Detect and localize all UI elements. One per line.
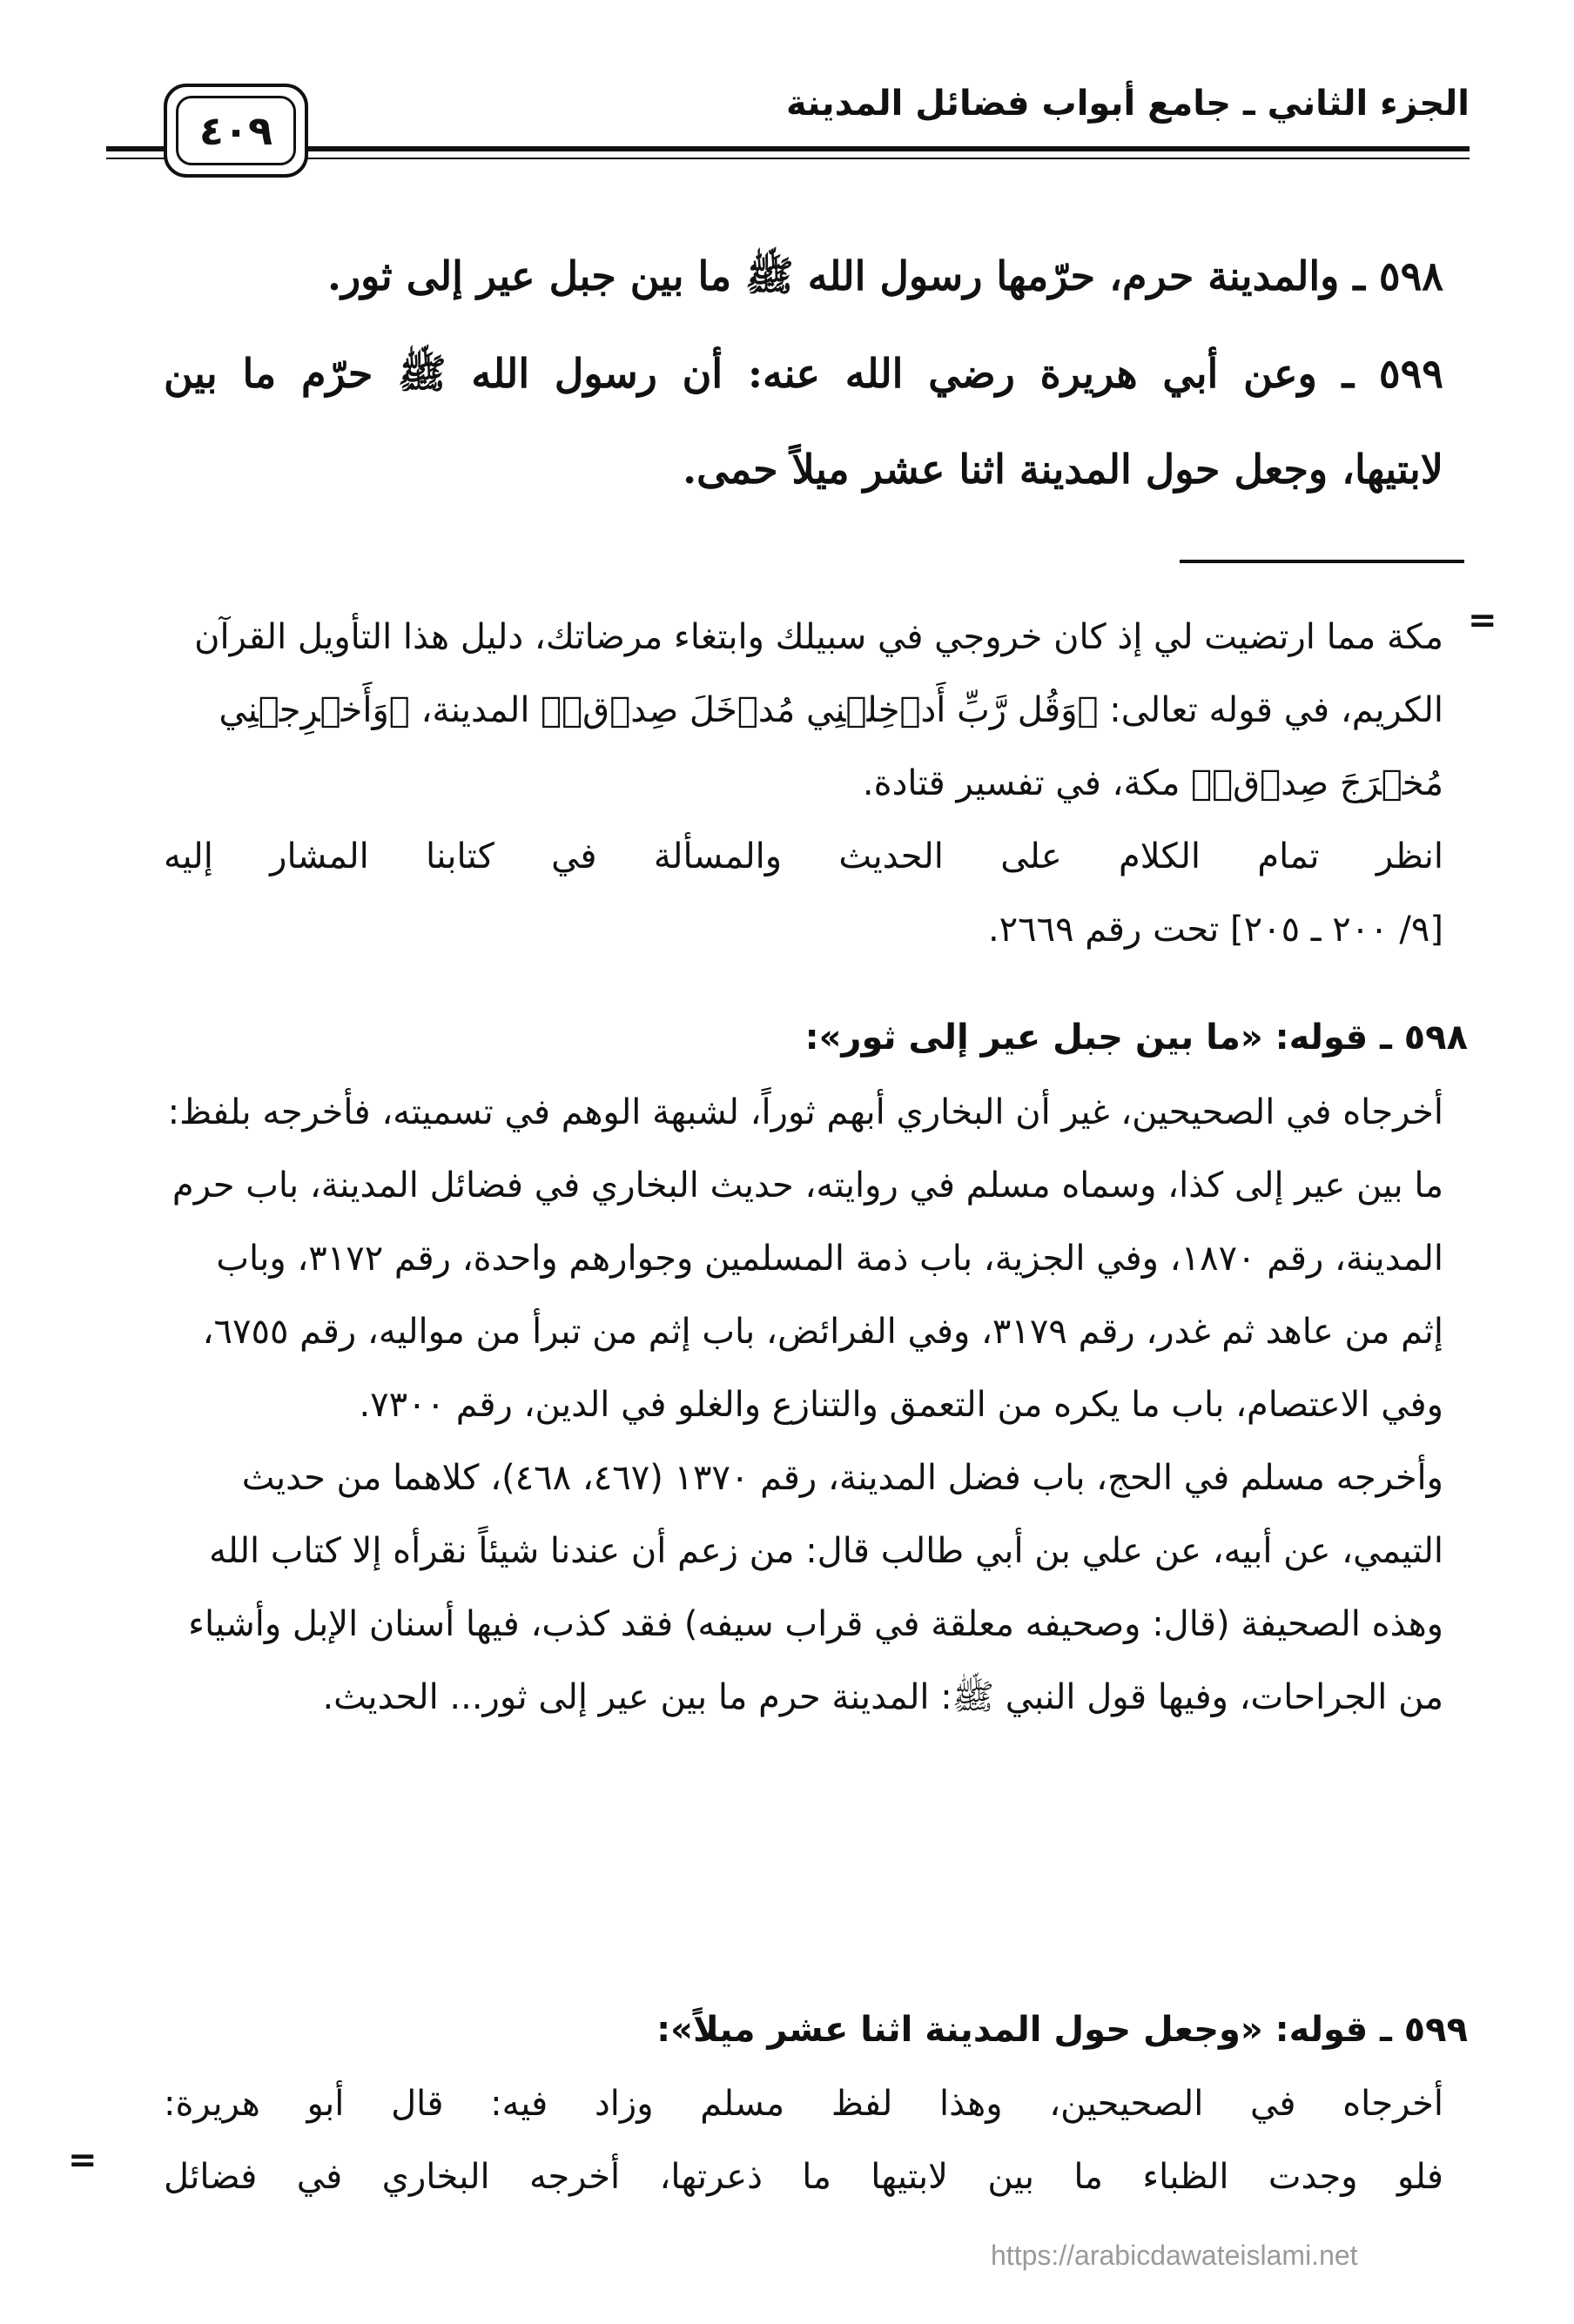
watermark-url: https://arabicdawateislami.net (991, 2240, 1358, 2271)
footnote-reference-line-2: [٩/ ٢٠٠ ـ ٢٠٥] تحت رقم ٢٦٦٩. (987, 910, 1443, 950)
header-rule-thin (106, 158, 1470, 159)
hadith-599 (164, 326, 1443, 517)
header-rule-thick (106, 146, 1470, 151)
hadith-599-line-2: لابتيها، وجعل حول المدينة اثنا عشر ميلاً حمى. (683, 446, 1443, 493)
hadith-598 (164, 228, 1443, 324)
note-599-line-2: فلو وجدت الظباء ما بين لابتيها ما ذعرتها، أخرجه البخاري في فضائل (164, 2157, 1443, 2197)
note-598-paragraph-2: وأخرجه مسلم في الحج، باب فضل المدينة، رقم ١٣٧٠ (٤٦٧، ٤٦٨)، كلاهما من حديث التيمي، عن أبيه، عن علي بن أبي طالب قال: من زعم أن عندنا شيئاً نقرأه إلا كتاب الله وهذه الصحيفة (قال: وصحيفه معلقة في قراب سيفه) فقد كذب، فيها أسنان الإبل وأشياء من الجراحات، وفيها قول النبي ﷺ: المدينة حرم ما بين عير إلى ثور... الحديث. (188, 1458, 1443, 1717)
note-599 (164, 2067, 1443, 2213)
note-598-heading: ٥٩٨ ـ قوله: «ما بين جبل عير إلى ثور»: (804, 1018, 1468, 1058)
note-598-paragraph-1: أخرجاه في الصحيحين، غير أن البخاري أبهم ثوراً، لشبهة الوهم في تسميته، فأخرجه بلفظ: ما بين عير إلى كذا، وسماه مسلم في روايته، حديث البخاري في فضائل المدينة، باب حرم المدينة، رقم ١٨٧٠، وفي الجزية، باب ذمة المسلمين وجوارهم واحدة، رقم ٣١٧٢، وباب إثم من عاهد ثم غدر، رقم ٣١٧٩، وفي الفرائض، باب إثم من تبرأ من مواليه، رقم ٦٧٥٥، وفي الاعتصام، باب ما يكره من التعمق والتنازع والغلو في الدين، رقم ٧٣٠٠. (167, 1092, 1443, 1425)
continuation-mark-bottom: = (68, 2140, 98, 2180)
hadith-599-line-1: ٥٩٩ ـ وعن أبي هريرة رضي الله عنه: أن رسول الله ﷺ حرّم ما بين (164, 350, 1443, 397)
note-599-line-1: أخرجاه في الصحيحين، وهذا لفظ مسلم وزاد فيه: قال أبو هريرة: (164, 2084, 1443, 2124)
footnote-reference-line-1: انظر تمام الكلام على الحديث والمسألة في كتابنا المشار إليه (164, 836, 1443, 877)
note-599-heading: ٥٩٩ ـ قوله: «وجعل حول المدينة اثنا عشر ميلاً»: (656, 2010, 1468, 2050)
running-title: الجزء الثاني ـ جامع أبواب فضائل المدينة (786, 84, 1470, 124)
footnote-continuation (164, 601, 1443, 966)
hadith-598-text: ٥٩٨ ـ والمدينة حرم، حرّمها رسول الله ﷺ ما بين جبل عير إلى ثور. (326, 252, 1443, 299)
continuation-mark-top: = (1468, 601, 1497, 641)
footnote-separator (1180, 560, 1464, 563)
page-number-frame (164, 84, 308, 178)
note-598 (164, 1076, 1443, 1734)
page-number: ٤٠٩ (176, 96, 296, 165)
footnote-continuation-body: مكة مما ارتضيت لي إذ كان خروجي في سبيلك وابتغاء مرضاتك، دليل هذا التأويل القرآن الكريم، في قوله تعالى: ﴿وَقُل رَّبِّ أَدۡخِلۡنِي مُدۡخَلَ صِدۡقٖ﴾ المدينة، ﴿وَأَخۡرِجۡنِي مُخۡرَجَ صِدۡقٖ﴾ مكة، في تفسير قتادة. (194, 617, 1443, 803)
